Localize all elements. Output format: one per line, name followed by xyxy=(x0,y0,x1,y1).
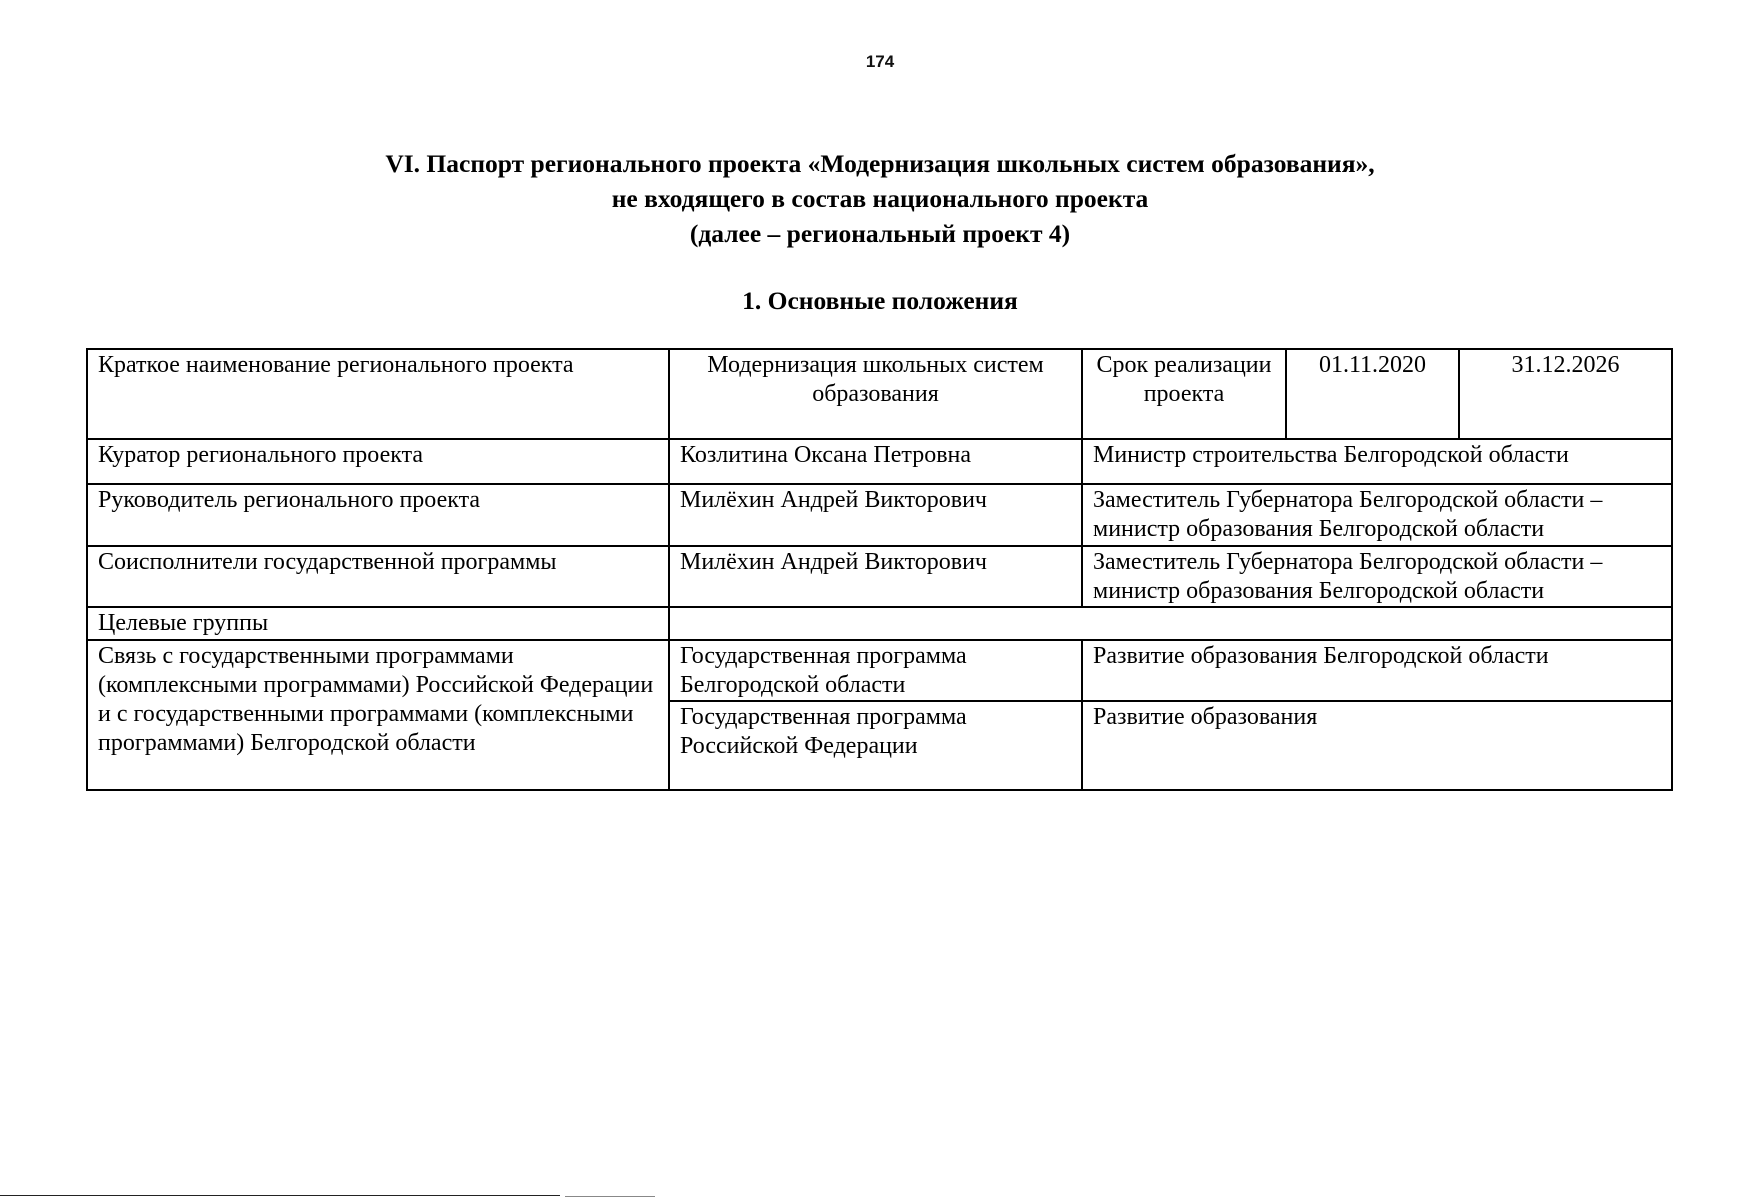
page-number: 174 xyxy=(865,52,895,71)
table-row xyxy=(87,349,1672,439)
title-line-1: VI. Паспорт регионального проекта «Модернизация школьных систем образования», xyxy=(385,149,1375,178)
curator-position: Министр строительства Белгородской области xyxy=(1082,439,1672,484)
page-title xyxy=(0,146,1760,251)
target-groups-label: Целевые группы xyxy=(87,607,669,640)
program-1-type: Государственная программа Белгородской области xyxy=(669,640,1082,701)
table-row xyxy=(87,607,1672,640)
table-row xyxy=(87,546,1672,607)
target-groups-value xyxy=(669,607,1672,640)
curator-label: Куратор регионального проекта xyxy=(87,439,669,484)
table-row xyxy=(87,640,1672,701)
title-line-2: не входящего в состав национального проекта xyxy=(611,184,1149,213)
program-1-name: Развитие образования Белгородской области xyxy=(1082,640,1672,701)
end-date: 31.12.2026 xyxy=(1459,349,1672,439)
scan-artifact-line xyxy=(0,1195,560,1196)
table-row xyxy=(87,439,1672,484)
curator-name: Козлитина Оксана Петровна xyxy=(669,439,1082,484)
program-2-name: Развитие образования xyxy=(1082,701,1672,790)
head-position: Заместитель Губернатора Белгородской области – министр образования Белгородской области xyxy=(1082,484,1672,546)
head-name: Милёхин Андрей Викторович xyxy=(669,484,1082,546)
programs-link-label: Связь с государственными программами (комплексными программами) Российской Федерации и с государственными программами (комплексными программами) Белгородской области xyxy=(87,640,669,790)
scan-artifact-line xyxy=(565,1196,655,1197)
co-executors-position: Заместитель Губернатора Белгородской области – министр образования Белгородской области xyxy=(1082,546,1672,607)
section-heading: 1. Основные положения xyxy=(742,286,1018,315)
co-executors-name: Милёхин Андрей Викторович xyxy=(669,546,1082,607)
term-label: Срок реализации проекта xyxy=(1082,349,1286,439)
passport-table xyxy=(86,348,1673,791)
head-label: Руководитель регионального проекта xyxy=(87,484,669,546)
start-date: 01.11.2020 xyxy=(1286,349,1459,439)
co-executors-label: Соисполнители государственной программы xyxy=(87,546,669,607)
program-2-type: Государственная программа Российской Федерации xyxy=(669,701,1082,790)
title-line-3: (далее – региональный проект 4) xyxy=(689,219,1071,248)
short-name-label: Краткое наименование регионального проекта xyxy=(87,349,669,439)
table-row xyxy=(87,484,1672,546)
short-name-value: Модернизация школьных систем образования xyxy=(669,349,1082,439)
